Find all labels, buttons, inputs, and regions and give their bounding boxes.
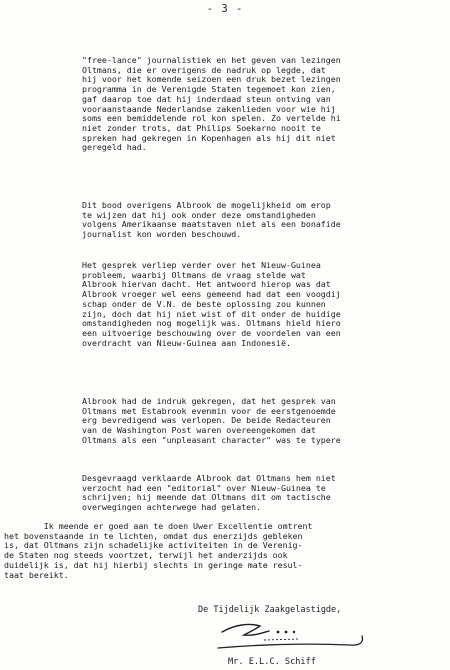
signer-name: Mr. E.L.C. Schiff	[228, 657, 316, 667]
paragraph-estabrook: Albrook had de indruk gekregen, dat het gesprek van Oltmans met Estabrook evenmin voor de eerstgenoemde erg bevredigend was verlopen. De beide Redacteuren van de Washington Post waren overeengekomen dat Oltmans als een "unpleasant character" was te typere	[82, 396, 341, 445]
handwritten-signature	[214, 618, 374, 658]
page-number: - 3 -	[206, 3, 244, 15]
closing-line: De Tijdelijk Zaakgelastigde,	[198, 605, 342, 615]
paragraph-editorial: Desgevraagd verklaarde Albrook dat Oltmans hem niet verzocht had een "editorial" over Nieuw-Guinea te schrijven; hij meende dat Oltmans dit om tactische overwegingen achterwege had gelaten.	[82, 473, 336, 513]
paragraph-bonafide: Dit bood overigens Albrook de mogelijkheid om erop te wijzen dat hij ook onder deze omstandigheden volgens Amerikaanse maatstaven niet als een bonafide journalist kon worden beschouwd.	[82, 200, 341, 240]
paragraph-conclusion: Ik meende er goed aan te doen Uwer Excellentie omtrent het bovenstaande in te lichten, omdat dus enerzijds gebleken is, dat Oltmans zijn schadelijke activiteiten in de Verenig- de Staten nog steeds voortzet, terwijl het anderzijds ook duidelijk is, dat hij hierbij slechts in geringe mate resul- taat bereikt.	[4, 521, 313, 580]
paragraph-freelance: "free-lance" journalistiek en het geven van lezingen Oltmans, die er overigens de nadruk op legde, dat hij voor het komende seizoen een druk bezet lezingen programma in de Verenigde Staten tegemoet kon zien, gaf daarop toe dat hij inderdaad steun ontving van vooraanstaande Nederlandse zakenlieden voor wie hij soms een bemiddelende rol kon spelen. Zo vertelde hi niet zonder trots, dat Philips Soekarno nooit te spreken had gekregen in Kopenhagen als hij dit niet geregeld had.	[82, 55, 341, 153]
paragraph-nieuw-guinea: Het gesprek verliep verder over het Nieuw-Guinea probleem, waarbij Oltmans de vraag stelde wat Albrook hiervan dacht. Het antwoord hierop was dat Albrook vroeger wel eens gemeend had dat een voogdij schap onder de V.N. de beste oplossing zou kunnen zijn, doch dat hij niet wist of dit onder de huidige omstandigheden nog mogelijk was. Oltmans hield hiero een uitvoerige beschouwing over de voordelen van een overdracht van Nieuw-Guinea aan Indonesië.	[82, 260, 341, 348]
